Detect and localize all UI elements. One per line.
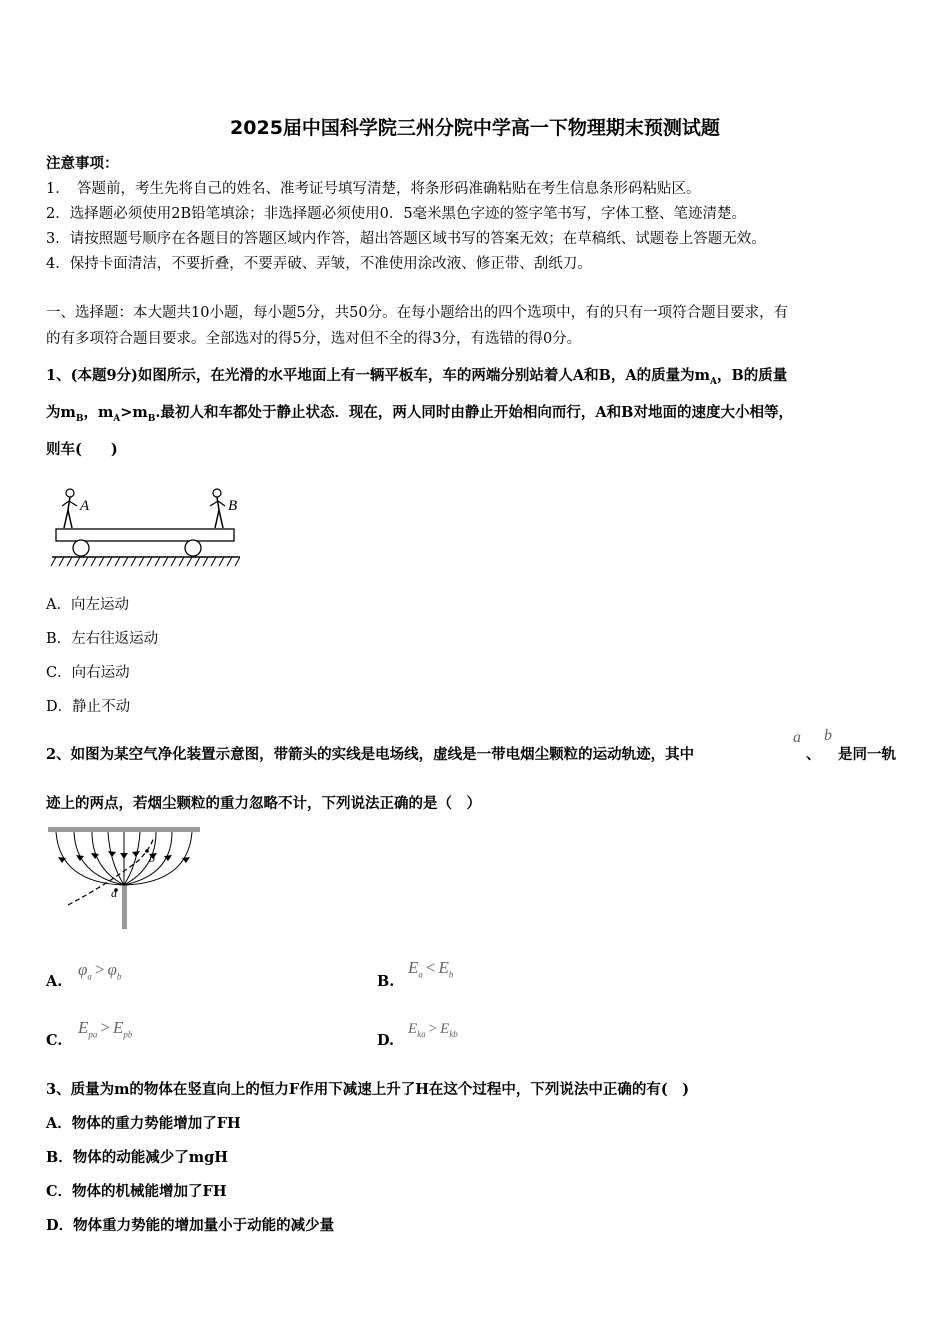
field-figure (46, 823, 206, 931)
notice-item: 4．保持卡面清洁，不要折叠，不要弄破、弄皱，不准使用涂改液、修正带、刮纸刀。 (46, 256, 592, 272)
option-d[interactable]: D．物体重力势能的增加量小于动能的减少量 (46, 1217, 335, 1234)
question-1-stem: 1、(本题9分)如图所示，在光滑的水平地面上有一辆平板车，车的两端分别站着人A和B，A的质量为$m_A$，B的质量 (46, 367, 788, 387)
section-heading: 一、选择题：本大题共10小题，每小题5分，共50分。在每小题给出的四个选项中，有的只有一项符合题目要求，有 (46, 305, 789, 321)
symbol-a: a (793, 729, 801, 746)
option-d-label[interactable]: D. (377, 1032, 395, 1049)
fig-label-b: b (149, 851, 155, 865)
cart-figure (50, 484, 240, 572)
question-3-stem: 3、质量为m的物体在竖直向上的恒力F作用下减速上升了H在这个过程中，下列说法中正确的有( ) (46, 1081, 690, 1098)
page-title: 2025届中国科学院三州分院中学高一下物理期末预测试题 (230, 117, 720, 139)
option-c-formula: $E_{pa} > E_{pb}$ (78, 1018, 133, 1040)
option-b-formula: $E_a < E_b$ (408, 958, 454, 980)
fig-label-b: B (228, 498, 238, 514)
option-a-label[interactable]: A. (46, 973, 63, 990)
symbol-b: b (824, 727, 832, 744)
question-1-stem-3: 则车( ) (46, 441, 118, 458)
question-2-stem-tail: 是同一轨 (838, 746, 896, 763)
option-c[interactable]: C．向右运动 (46, 665, 130, 681)
section-heading-cont: 的有多项符合题目要求。全部选对的得5分，选对但不全的得3分，有选错的得0分。 (46, 331, 582, 347)
option-c-label[interactable]: C. (46, 1032, 63, 1049)
question-1-stem-2: 为$m_B$，$m_A>m_B$.最初人和车都处于静止状态．现在，两人同时由静止开始相向而行，A和B对地面的速度大小相等， (46, 404, 793, 424)
separator: 、 (806, 746, 821, 763)
question-2-stem-2: 迹上的两点，若烟尘颗粒的重力忽略不计，下列说法正确的是（ ） (46, 795, 481, 812)
notice-item: 2．选择题必须使用2B铅笔填涂；非选择题必须使用0．5毫米黑色字迹的签字笔书写，字体工整、笔迹清楚。 (46, 206, 747, 222)
question-2-stem: 2、如图为某空气净化装置示意图，带箭头的实线是电场线，虚线是一带电烟尘颗粒的运动轨迹，其中 (46, 746, 695, 763)
option-b-label[interactable]: B. (377, 973, 395, 990)
option-d[interactable]: D．静止不动 (46, 699, 131, 715)
option-a-formula: $\varphi_a > \varphi_b$ (78, 960, 122, 982)
option-b[interactable]: B．物体的动能减少了mgH (46, 1149, 228, 1166)
option-a[interactable]: A．向左运动 (46, 597, 129, 613)
option-d-formula: $E_{ka} > E_{kb}$ (408, 1021, 458, 1039)
fig-label-a: A (80, 498, 90, 514)
notice-item: 1． 答题前，考生先将自己的姓名、准考证号填写清楚，将条形码准确粘贴在考生信息条形码粘贴区。 (46, 181, 701, 197)
option-a[interactable]: A．物体的重力势能增加了FH (46, 1115, 241, 1132)
option-b[interactable]: B．左右往返运动 (46, 631, 159, 647)
option-c[interactable]: C．物体的机械能增加了FH (46, 1183, 227, 1200)
fig-label-a: a (111, 886, 117, 900)
notice-heading: 注意事项： (46, 155, 119, 172)
notice-item: 3．请按照题号顺序在各题目的答题区域内作答，超出答题区域书写的答案无效；在草稿纸、试题卷上答题无效。 (46, 231, 766, 247)
